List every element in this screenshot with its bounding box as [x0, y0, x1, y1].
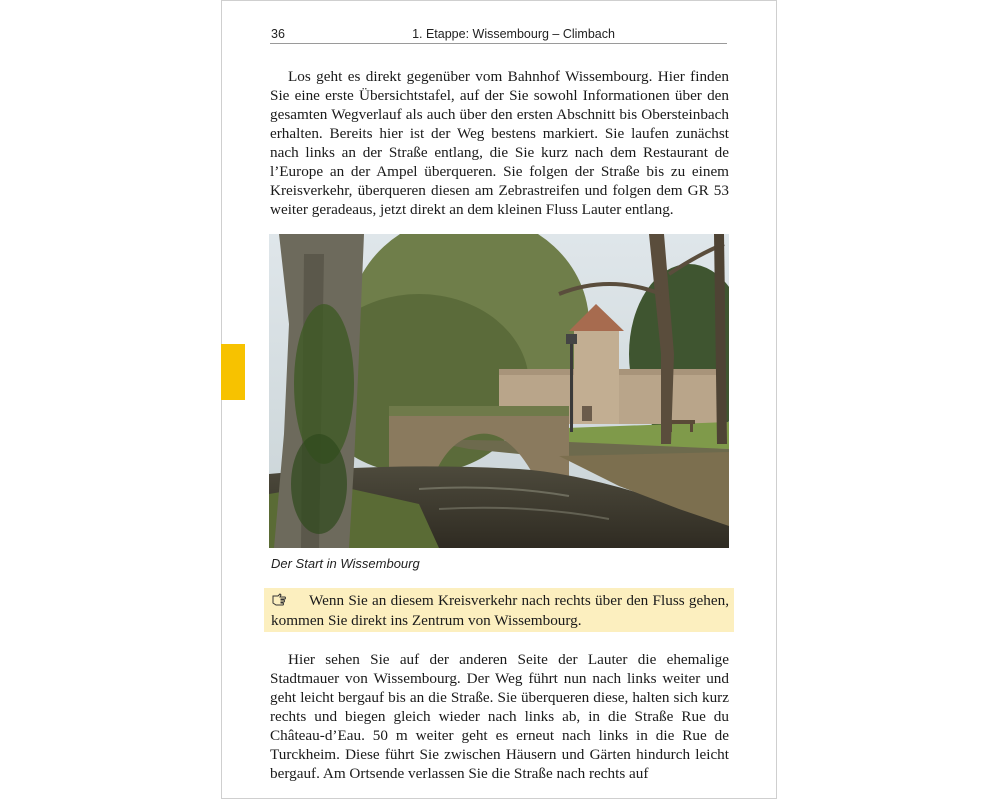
- page-number: 36: [271, 27, 285, 41]
- intro-paragraph: Los geht es direkt gegenüber vom Bahnhof Wissembourg. Hier finden Sie eine erste Übersichtstafel, auf der Sie sowohl Informationen über den gesamten Wegverlauf als auch über den ersten Abschnitt bis Obersteinbach erhalten. Bereits hier ist der Weg bestens markiert. Sie laufen zunächst nach links an der Straße entlang, die Sie kurz nach dem Restaurant de l’Europe an der Ampel überqueren. Sie folgen der Straße bis zu einem Kreisverkehr, überqueren diesen am Zebrastreifen und folgen dem GR 53 weiter geradeaus, jetzt direkt an dem kleinen Fluss Lauter entlang.: [270, 68, 729, 218]
- chapter-title: 1. Etappe: Wissembourg – Climbach: [412, 27, 615, 41]
- tip-text: Wenn Sie an diesem Kreisverkehr nach rechts über den Fluss gehen, kommen Sie direkt ins Zentrum von Wissembourg.: [271, 592, 729, 629]
- running-header: [270, 27, 727, 44]
- tip-box: [264, 588, 734, 632]
- photo-caption: Der Start in Wissembourg: [271, 556, 420, 571]
- chapter-thumb-tab: [221, 344, 245, 400]
- pointing-hand-icon: [271, 592, 287, 608]
- river-bridge-photo: [269, 234, 729, 548]
- second-paragraph: Hier sehen Sie auf der anderen Seite der Lauter die ehemalige Stadtmauer von Wissembourg. Der Weg führt nun nach links weiter und geht leicht bergauf bis an die Straße. Sie überqueren diese, halten sich kurz rechts und biegen gleich wieder nach links ab, in die Straße Rue du Château-d’Eau. 50 m weiter geht es erneut nach links in die Rue de Turckheim. Diese führt Sie zwischen Häusern und Gärten hindurch leicht bergauf. Am Ortsende verlassen Sie die Straße nach rechts auf: [270, 651, 729, 782]
